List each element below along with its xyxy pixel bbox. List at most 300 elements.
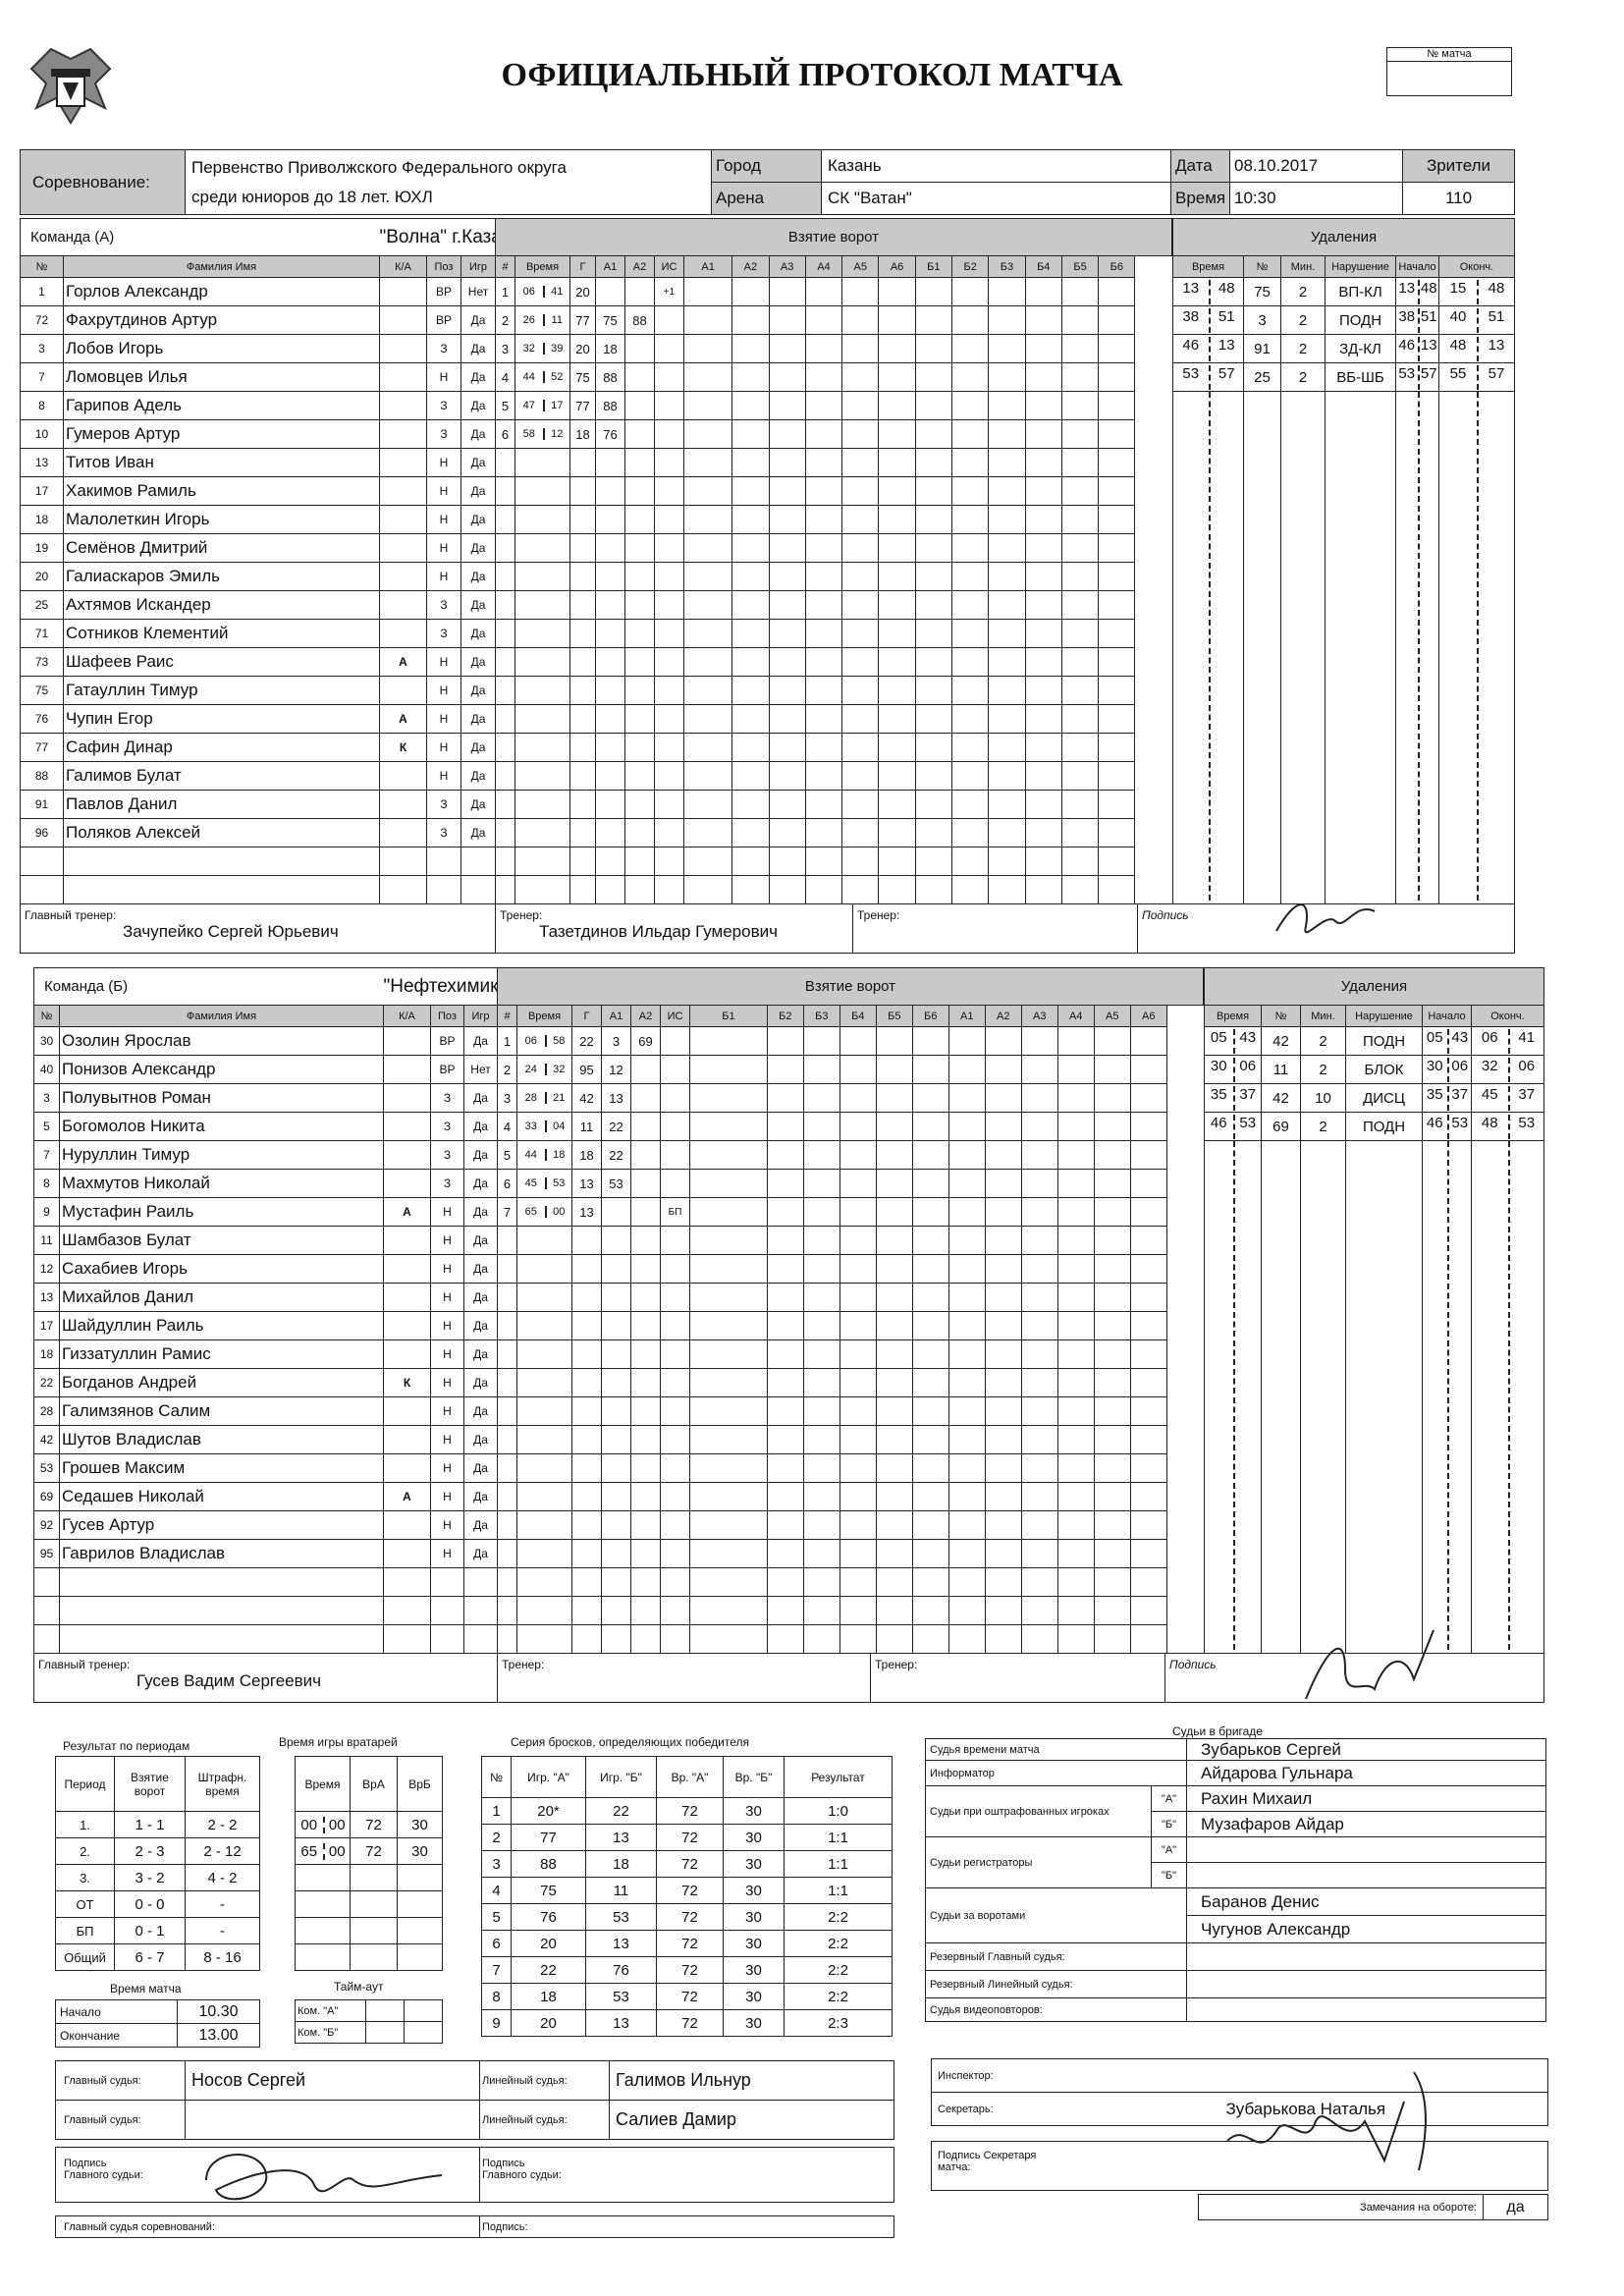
goal-scorer: 18 <box>572 1141 602 1170</box>
on-ice-cell <box>985 1454 1021 1483</box>
on-ice-cell <box>732 762 769 791</box>
on-ice-cell <box>948 1540 985 1568</box>
pen-col-3: Нарушение <box>1326 256 1396 278</box>
penalty-time <box>1205 1625 1262 1654</box>
on-ice-cell <box>1099 876 1135 904</box>
table-row <box>496 534 1172 563</box>
coach-a-signature <box>1267 892 1384 951</box>
period-goals: 2 - 3 <box>115 1838 186 1865</box>
on-ice-cell <box>1094 1312 1130 1340</box>
penalty-infraction <box>1326 506 1396 534</box>
on-ice-cell <box>842 791 879 819</box>
table-row <box>21 363 496 392</box>
goal-minute: 26 <box>522 314 535 326</box>
table-row <box>34 1369 498 1397</box>
player-played: Да <box>464 1483 498 1511</box>
player-number: 92 <box>34 1511 60 1540</box>
on-ice-cell <box>684 620 732 648</box>
period-goals: 3 - 2 <box>115 1865 186 1891</box>
player-number: 17 <box>21 477 64 506</box>
on-ice-cell <box>842 876 879 904</box>
goal-situation <box>661 1397 690 1426</box>
penalty-time-second <box>1233 1597 1262 1621</box>
on-ice-cell <box>690 1483 768 1511</box>
on-ice-cell <box>1094 1369 1130 1397</box>
player-position: Н <box>427 648 461 677</box>
table-row <box>1173 420 1515 449</box>
on-ice-cell <box>989 876 1025 904</box>
table-row <box>34 1625 498 1654</box>
on-ice-cell <box>684 847 732 876</box>
penalty-player <box>1262 1255 1301 1284</box>
goal-assist-2: 88 <box>625 306 655 335</box>
on-ice-cell <box>690 1597 768 1625</box>
table-row <box>496 876 1172 904</box>
goal-assist-1 <box>602 1454 631 1483</box>
on-ice-cell <box>985 1113 1021 1141</box>
table-row <box>21 392 496 420</box>
penalty-end <box>1439 278 1515 306</box>
on-ice-cell <box>985 1483 1021 1511</box>
on-ice-cell <box>989 847 1025 876</box>
table-row <box>496 791 1172 819</box>
on-ice-cell <box>879 477 915 506</box>
table-row <box>21 876 496 904</box>
goal-assist-2 <box>631 1454 661 1483</box>
on-ice-cell <box>1021 1170 1057 1198</box>
player-played: Да <box>464 1227 498 1255</box>
penalty-minutes <box>1301 1141 1346 1171</box>
col-a5: А5 <box>1094 1006 1130 1027</box>
col-a3: А3 <box>1021 1006 1057 1027</box>
goal-scorer: 13 <box>572 1170 602 1198</box>
table-row <box>34 1198 498 1227</box>
goal-scorer: 22 <box>572 1027 602 1056</box>
player-played: Да <box>461 734 496 762</box>
goalie-b: 30 <box>398 1812 443 1838</box>
goal-situation <box>661 1027 690 1056</box>
table-row <box>1173 506 1515 534</box>
on-ice-cell <box>1021 1255 1057 1284</box>
on-ice-cell <box>1061 278 1098 306</box>
goal-no: 3 <box>496 335 515 363</box>
table-row <box>34 1511 498 1540</box>
on-ice-cell <box>805 534 841 563</box>
on-ice-cell <box>952 876 989 904</box>
table-row <box>498 1255 1204 1284</box>
player-number: 91 <box>21 791 64 819</box>
penalty-minutes <box>1281 392 1326 421</box>
player-name: Галиаскаров Эмиль <box>64 563 380 591</box>
on-ice-cell <box>989 563 1025 591</box>
penalty-start-second <box>1418 791 1439 815</box>
player-role: А <box>384 1483 431 1511</box>
so-result: 1:1 <box>785 1878 893 1904</box>
so-player-b: 53 <box>586 1904 657 1931</box>
player-position: ВР <box>427 278 461 306</box>
goal-time <box>515 819 570 847</box>
video-judge-label: Судья видеоповторов: <box>926 1998 1187 2022</box>
signature-label: Подпись: <box>480 2216 894 2238</box>
on-ice-cell <box>769 335 805 363</box>
penalty-time <box>1173 847 1244 876</box>
goal-assist-2 <box>631 1141 661 1170</box>
penalty-infraction <box>1346 1312 1423 1340</box>
player-role <box>384 1027 431 1056</box>
on-ice-cell <box>839 1198 876 1227</box>
on-ice-cell <box>948 1597 985 1625</box>
on-ice-cell <box>879 534 915 563</box>
penalty-time <box>1173 278 1244 306</box>
goal-situation <box>655 563 684 591</box>
col-is: ИС <box>655 256 684 278</box>
registrar-a-tag: "А" <box>1152 1837 1187 1863</box>
on-ice-cell <box>690 1255 768 1284</box>
penalty-end <box>1472 1056 1544 1084</box>
goal-assist-2 <box>625 534 655 563</box>
on-ice-cell <box>767 1084 803 1113</box>
on-ice-cell <box>1099 591 1135 620</box>
on-ice-cell <box>1021 1340 1057 1369</box>
on-ice-cell <box>1021 1113 1057 1141</box>
penalty-infraction <box>1346 1483 1423 1511</box>
so-goalie-b: 30 <box>724 1904 785 1931</box>
penalty-time <box>1205 1511 1262 1540</box>
goal-assist-2 <box>631 1340 661 1369</box>
player-role <box>380 477 427 506</box>
goal-assist-1 <box>602 1312 631 1340</box>
main-ref-signature-label-2: Подпись Главного судьи: <box>480 2148 894 2203</box>
penalty-end-second <box>1477 591 1514 616</box>
penalty-player: 42 <box>1262 1027 1301 1056</box>
penalty-time <box>1173 591 1244 620</box>
player-number: 76 <box>21 705 64 734</box>
on-ice-cell <box>948 1426 985 1454</box>
on-ice-cell <box>1057 1113 1094 1141</box>
player-played <box>464 1568 498 1597</box>
table-row <box>56 1891 260 1918</box>
head-coach-cell <box>21 904 496 954</box>
player-played: Да <box>461 819 496 847</box>
goal-judge-2: Чугунов Александр <box>1187 1916 1546 1943</box>
on-ice-cell <box>769 278 805 306</box>
penalty-minutes <box>1301 1312 1346 1340</box>
on-ice-cell <box>948 1084 985 1113</box>
goal-situation <box>661 1255 690 1284</box>
penalty-time-second: 57 <box>1209 365 1244 390</box>
penalty-end <box>1472 1454 1544 1483</box>
player-number: 18 <box>21 506 64 534</box>
so-goalie-a: 72 <box>657 1851 724 1878</box>
on-ice-cell <box>767 1369 803 1397</box>
player-name: Понизов Александр <box>60 1056 384 1084</box>
goal-no <box>498 1340 517 1369</box>
on-ice-cell <box>879 392 915 420</box>
penalty-start <box>1423 1369 1472 1397</box>
so-result-col: Результат <box>785 1757 893 1798</box>
penalty-start-second <box>1418 847 1439 872</box>
pen-col-5: Оконч. <box>1472 1006 1544 1027</box>
col-b2: Б2 <box>767 1006 803 1027</box>
on-ice-cell <box>1099 306 1135 335</box>
goal-minute: 33 <box>524 1121 537 1132</box>
on-ice-cell <box>690 1540 768 1568</box>
col-is: ИС <box>661 1006 690 1027</box>
goal-situation <box>655 420 684 449</box>
on-ice-cell <box>767 1454 803 1483</box>
goal-assist-1 <box>602 1198 631 1227</box>
table-row <box>482 1825 893 1851</box>
on-ice-cell <box>839 1141 876 1170</box>
period-pim: 2 - 2 <box>186 1812 260 1838</box>
so-no: 3 <box>482 1851 512 1878</box>
player-role <box>380 847 427 876</box>
on-ice-cell <box>985 1027 1021 1056</box>
col-a1: А1 <box>684 256 732 278</box>
on-ice-cell <box>915 677 951 705</box>
on-ice-cell <box>1130 1113 1166 1141</box>
on-ice-cell <box>912 1284 948 1312</box>
page-title: ОФИЦИАЛЬНЫЙ ПРОТОКОЛ МАТЧА <box>501 57 1123 93</box>
goal-second: 04 <box>545 1121 572 1132</box>
on-ice-cell <box>803 1340 839 1369</box>
penalty-start <box>1423 1454 1472 1483</box>
coach-2-label: Тренер: <box>857 908 900 922</box>
player-number: 11 <box>34 1227 60 1255</box>
player-position: З <box>431 1113 464 1141</box>
table-row <box>1173 705 1515 734</box>
penalty-player <box>1262 1227 1301 1255</box>
penalty-a-tag: "А" <box>1152 1786 1187 1812</box>
col-g: Г <box>570 256 596 278</box>
table-row <box>498 1056 1204 1084</box>
penalty-start <box>1396 278 1439 306</box>
on-ice-cell <box>879 506 915 534</box>
penalty-end <box>1472 1625 1544 1654</box>
table-row <box>34 1027 498 1056</box>
penalty-end <box>1439 420 1515 449</box>
penalty-time <box>1173 705 1244 734</box>
period-name: 3. <box>56 1865 115 1891</box>
on-ice-cell <box>769 876 805 904</box>
penalty-start-second <box>1447 1625 1472 1650</box>
penalty-start <box>1396 677 1439 705</box>
so-result: 1:1 <box>785 1851 893 1878</box>
on-ice-cell <box>684 477 732 506</box>
goal-scorer: 77 <box>570 392 596 420</box>
penalty-minutes: 2 <box>1281 278 1326 306</box>
penalty-minutes <box>1281 847 1326 876</box>
penalty-end <box>1439 876 1515 904</box>
col-a6: А6 <box>879 256 915 278</box>
player-name: Лобов Игорь <box>64 335 380 363</box>
on-ice-cell <box>1099 563 1135 591</box>
penalty-infraction <box>1326 648 1396 677</box>
goal-situation <box>655 677 684 705</box>
goal-scorer <box>572 1227 602 1255</box>
on-ice-cell <box>690 1625 768 1654</box>
main-ref-signature-label: Подпись Главного судьи: <box>56 2148 480 2203</box>
goal-scorer: 11 <box>572 1113 602 1141</box>
pen-col-4: Начало <box>1396 256 1439 278</box>
on-ice-cell <box>952 734 989 762</box>
on-ice-cell <box>690 1340 768 1369</box>
on-ice-cell <box>684 563 732 591</box>
penalty-time <box>1205 1369 1262 1397</box>
penalty-end-second <box>1508 1483 1544 1507</box>
goals-header: Взятие ворот <box>498 968 1204 1006</box>
table-row <box>21 335 496 363</box>
table-row <box>496 420 1172 449</box>
player-number: 3 <box>34 1084 60 1113</box>
goalie-time-minute: 00 <box>300 1816 318 1833</box>
team-b-section <box>33 967 1543 1723</box>
goal-assist-2 <box>625 847 655 876</box>
penalty-time-second <box>1233 1540 1262 1564</box>
on-ice-cell <box>690 1198 768 1227</box>
penalty-infraction <box>1346 1198 1423 1227</box>
player-position <box>431 1568 464 1597</box>
on-ice-cell <box>732 506 769 534</box>
player-position: Н <box>431 1255 464 1284</box>
goal-assist-2 <box>625 762 655 791</box>
on-ice-cell <box>1099 278 1135 306</box>
on-ice-cell <box>915 335 951 363</box>
on-ice-cell <box>952 677 989 705</box>
on-ice-cell <box>805 847 841 876</box>
on-ice-cell <box>839 1426 876 1454</box>
on-ice-cell <box>952 591 989 620</box>
table-row <box>498 1312 1204 1340</box>
goal-no: 1 <box>498 1027 517 1056</box>
player-played: Да <box>464 1027 498 1056</box>
penalty-start <box>1396 819 1439 847</box>
goal-time <box>515 534 570 563</box>
goal-scorer <box>572 1340 602 1369</box>
penalty-minutes <box>1281 420 1326 449</box>
penalty-end-second <box>1477 847 1514 872</box>
penalty-time-second <box>1209 762 1244 787</box>
goal-situation <box>661 1227 690 1255</box>
on-ice-cell <box>985 1198 1021 1227</box>
table-row <box>1205 1454 1544 1483</box>
on-ice-cell <box>805 306 841 335</box>
goal-assist-1 <box>596 591 625 620</box>
period-pim: 2 - 12 <box>186 1838 260 1865</box>
on-ice-cell <box>1057 1397 1094 1426</box>
on-ice-cell <box>912 1141 948 1170</box>
on-ice-cell <box>1094 1084 1130 1113</box>
on-ice-cell <box>839 1255 876 1284</box>
on-ice-cell <box>912 1170 948 1198</box>
table-row <box>1173 791 1515 819</box>
table-row <box>496 620 1172 648</box>
player-played: Да <box>461 762 496 791</box>
so-result: 1:0 <box>785 1798 893 1825</box>
goal-scorer <box>570 705 596 734</box>
goal-assist-2: 69 <box>631 1027 661 1056</box>
col-no: № <box>34 1006 60 1027</box>
goal-no: 6 <box>496 420 515 449</box>
on-ice-cell <box>839 1483 876 1511</box>
goal-minute: 24 <box>524 1064 537 1075</box>
on-ice-cell <box>985 1597 1021 1625</box>
goal-assist-1: 76 <box>596 420 625 449</box>
col-a2: А2 <box>631 1006 661 1027</box>
on-ice-cell <box>767 1625 803 1654</box>
penalty-start-second <box>1418 420 1439 445</box>
goalie-a <box>351 1918 398 1944</box>
goal-no <box>496 534 515 563</box>
on-ice-cell <box>876 1397 912 1426</box>
on-ice-cell <box>803 1027 839 1056</box>
on-ice-cell <box>732 420 769 449</box>
on-ice-cell <box>989 534 1025 563</box>
on-ice-cell <box>876 1568 912 1597</box>
on-ice-cell <box>1130 1198 1166 1227</box>
player-name: Хакимов Рамиль <box>64 477 380 506</box>
goal-time <box>517 1084 572 1113</box>
player-name: Горлов Александр <box>64 278 380 306</box>
so-goalie-b: 30 <box>724 2010 785 2037</box>
penalty-b-tag: "Б" <box>1152 1812 1187 1837</box>
player-name: Титов Иван <box>64 449 380 477</box>
table-row <box>1205 1284 1544 1312</box>
penalty-end-minute: 32 <box>1481 1057 1498 1074</box>
on-ice-cell <box>952 762 989 791</box>
penalty-start-second <box>1418 620 1439 644</box>
on-ice-cell <box>876 1284 912 1312</box>
player-role <box>380 563 427 591</box>
table-row <box>1173 648 1515 677</box>
on-ice-cell <box>805 363 841 392</box>
table-row <box>1173 847 1515 876</box>
on-ice-cell <box>842 648 879 677</box>
so-player-a: 77 <box>512 1825 586 1851</box>
on-ice-cell <box>985 1141 1021 1170</box>
penalty-start-second <box>1418 392 1439 416</box>
match-info-table <box>20 149 1515 215</box>
player-name: Гатауллин Тимур <box>64 677 380 705</box>
on-ice-cell <box>1025 677 1061 705</box>
player-played: Да <box>461 791 496 819</box>
on-ice-cell <box>948 1027 985 1056</box>
penalty-player <box>1244 762 1281 791</box>
goal-assist-1: 3 <box>602 1027 631 1056</box>
table-row <box>482 1798 893 1825</box>
on-ice-cell <box>1061 506 1098 534</box>
player-role <box>380 876 427 904</box>
on-ice-cell <box>839 1284 876 1312</box>
table-row <box>21 620 496 648</box>
signature-label: Подпись <box>1169 1658 1217 1671</box>
player-position: З <box>427 620 461 648</box>
coach-label: Тренер: <box>502 1658 545 1671</box>
on-ice-cell <box>912 1056 948 1084</box>
head-coach-label: Главный тренер: <box>25 908 117 922</box>
goal-assist-1 <box>602 1255 631 1284</box>
on-ice-cell <box>952 620 989 648</box>
main-ref-signature <box>196 2141 452 2219</box>
on-ice-cell <box>690 1312 768 1340</box>
penalty-end-second: 53 <box>1508 1115 1544 1139</box>
periods-title: Результат по периодам <box>63 1739 190 1753</box>
player-position <box>431 1625 464 1654</box>
so-player-b: 13 <box>586 1825 657 1851</box>
so-player-a: 76 <box>512 1904 586 1931</box>
penalty-start <box>1396 791 1439 819</box>
penalty-time <box>1173 506 1244 534</box>
